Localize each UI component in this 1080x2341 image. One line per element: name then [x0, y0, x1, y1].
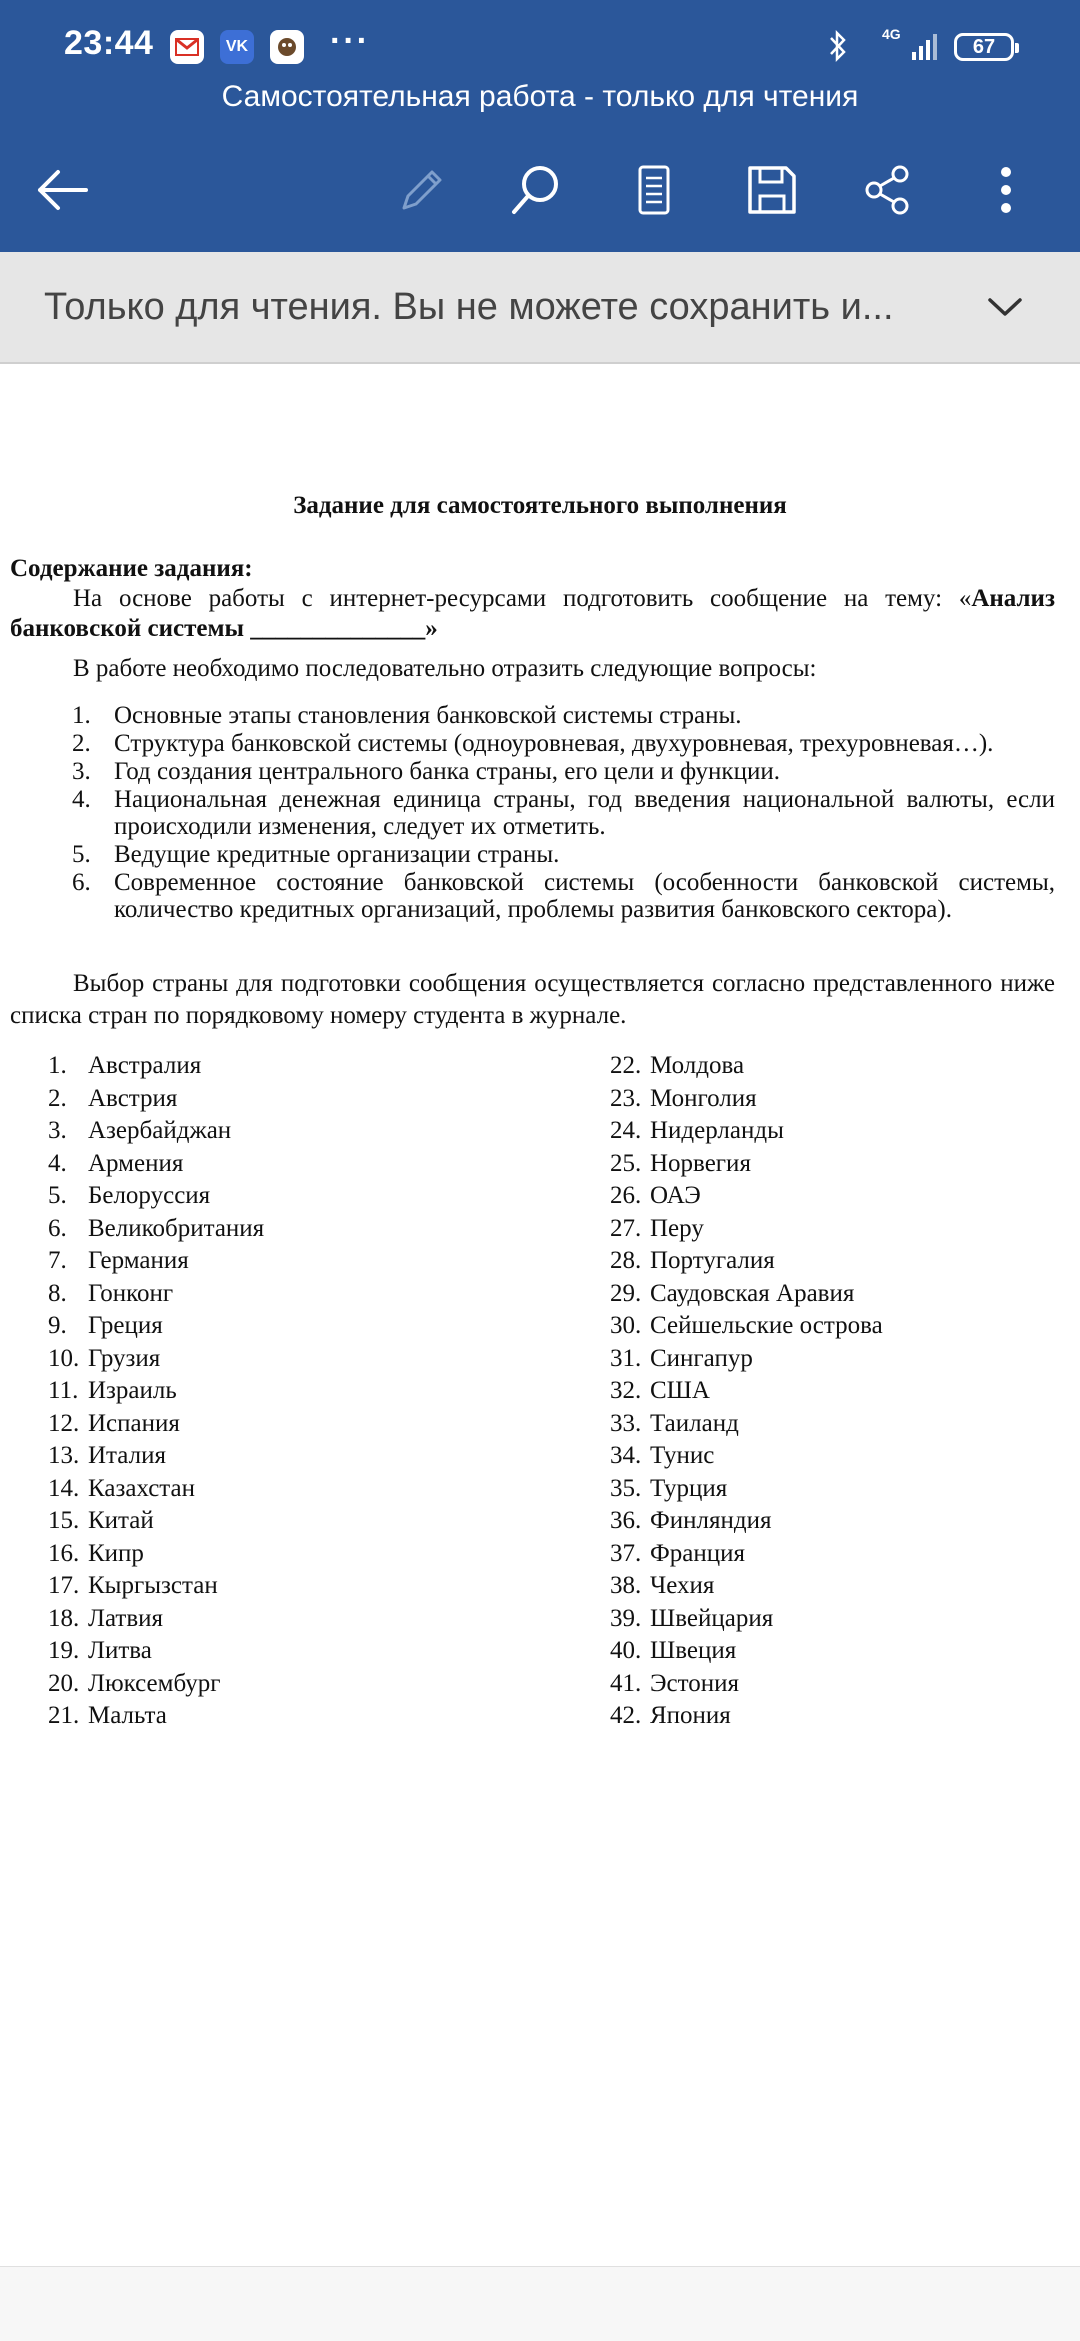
list-item: 3. Азербайджан: [48, 1117, 232, 1144]
app-bar: [0, 0, 1080, 252]
list-item: 4. Национальная денежная единица страны, год введения национальной валюты, если происходили изменения, следует их отметить.: [72, 786, 1055, 840]
banner-text: Только для чтения. Вы не можете сохранить и...: [44, 286, 894, 328]
search-icon[interactable]: [496, 150, 576, 230]
list-item: 37. Франция: [610, 1539, 745, 1567]
reading-view-icon[interactable]: [614, 150, 694, 230]
list-item: 13. Италия: [48, 1442, 166, 1469]
list-item: 28. Португалия: [610, 1247, 775, 1274]
list-item: 3. Год создания центрального банка страны, его цели и функции.: [72, 758, 780, 785]
list-item: 40. Швеция: [610, 1637, 737, 1664]
list-item: 6. Великобритания: [48, 1214, 265, 1242]
list-item: 41. Эстония: [610, 1669, 739, 1697]
app-notification-icon: [270, 30, 304, 64]
list-item: 17. Кыргызстан: [48, 1572, 218, 1599]
list-item: 39. Швейцария: [610, 1604, 774, 1632]
doc-heading: Задание для самостоятельного выполнения: [293, 492, 787, 519]
list-item: 31. Сингапур: [610, 1344, 753, 1372]
intro-text: На основе работы с интернет-ресурсами подготовить сообщение на тему: «: [73, 585, 972, 612]
status-time: 23:44: [64, 24, 154, 62]
list-item: 14. Казахстан: [48, 1474, 195, 1502]
list-item: 11. Израиль: [48, 1377, 177, 1404]
bottom-bar: [0, 2266, 1080, 2341]
content-label: Содержание задания:: [10, 555, 253, 582]
list-item: 5. Ведущие кредитные организации страны.: [72, 841, 560, 868]
share-icon[interactable]: [848, 150, 928, 230]
intro-paragraph: [10, 584, 1055, 644]
list-item: 10. Грузия: [48, 1344, 161, 1372]
toolbar: [0, 150, 1080, 230]
list-item: 7. Германия: [48, 1247, 189, 1274]
status-bar: [0, 0, 1080, 90]
read-only-banner[interactable]: [0, 252, 1080, 364]
list-item: 38. Чехия: [610, 1572, 715, 1599]
countries-right-column: [610, 1050, 883, 1733]
choice-paragraph: Выбор страны для подготовки сообщения осуществляется согласно представленного ниже списка стран по порядковому номеру студента в журнале.: [10, 970, 1055, 1029]
list-item: 22. Молдова: [610, 1052, 745, 1079]
list-item: 18. Латвия: [48, 1604, 164, 1632]
questions-list: [72, 702, 1055, 924]
list-item: 36. Финляндия: [610, 1507, 772, 1534]
list-item: 6. Современное состояние банковской системы (особенности банковской системы, количество кредитных организаций, проблемы развития банковского сектора).: [72, 869, 1055, 923]
list-item: 26. ОАЭ: [610, 1182, 701, 1209]
list-item: 12. Испания: [48, 1409, 180, 1437]
intro-end: »: [425, 615, 438, 642]
battery-indicator: 67: [954, 33, 1014, 61]
vk-notification-icon: VK: [220, 30, 254, 64]
intro-topic: Анализ банковской системы ______________: [10, 585, 1055, 642]
list-item: 16. Кипр: [48, 1539, 144, 1567]
list-item: 20. Люксембург: [48, 1669, 221, 1697]
list-item: 21. Мальта: [48, 1702, 167, 1729]
edit-pencil-icon[interactable]: [382, 150, 462, 230]
questions-intro: В работе необходимо последовательно отразить следующие вопросы:: [73, 655, 817, 682]
more-notifications-icon: ···: [330, 22, 370, 60]
list-item: 34. Тунис: [610, 1442, 715, 1469]
list-item: 1. Основные этапы становления банковской системы страны.: [72, 702, 742, 729]
list-item: 4. Армения: [48, 1149, 184, 1177]
document-page: [0, 364, 1080, 2264]
gmail-notification-icon: [170, 30, 204, 64]
list-item: 27. Перу: [610, 1214, 704, 1242]
list-item: 19. Литва: [48, 1637, 152, 1664]
back-arrow-icon[interactable]: [22, 150, 102, 230]
signal-icon: [910, 26, 944, 67]
list-item: 25. Норвегия: [610, 1149, 751, 1177]
bluetooth-icon: [826, 28, 850, 69]
list-item: 1. Австралия: [48, 1052, 202, 1079]
save-icon[interactable]: [732, 150, 812, 230]
list-item: 15. Китай: [48, 1507, 154, 1534]
list-item: 23. Монголия: [610, 1084, 757, 1112]
list-item: 2. Австрия: [48, 1084, 178, 1112]
document-title: Самостоятельная работа - только для чтения: [221, 80, 859, 113]
list-item: 30. Сейшельские острова: [610, 1312, 883, 1339]
list-item: 24. Нидерланды: [610, 1117, 784, 1144]
list-item: 5. Белоруссия: [48, 1182, 211, 1209]
list-item: 42. Япония: [610, 1702, 731, 1729]
list-item: 32. США: [610, 1377, 710, 1404]
chevron-down-icon[interactable]: [980, 282, 1030, 337]
countries-left-column: [48, 1050, 264, 1733]
list-item: 33. Таиланд: [610, 1409, 739, 1437]
list-item: 2. Структура банковской системы (одноуровневая, двухуровневая, трехуровневая…).: [72, 730, 994, 757]
list-item: 35. Турция: [610, 1474, 728, 1502]
list-item: 9. Греция: [48, 1312, 163, 1339]
more-options-icon[interactable]: [966, 150, 1046, 230]
list-item: 8. Гонконг: [48, 1279, 174, 1307]
network-type: 4G: [882, 26, 901, 42]
list-item: 29. Саудовская Аравия: [610, 1279, 855, 1307]
